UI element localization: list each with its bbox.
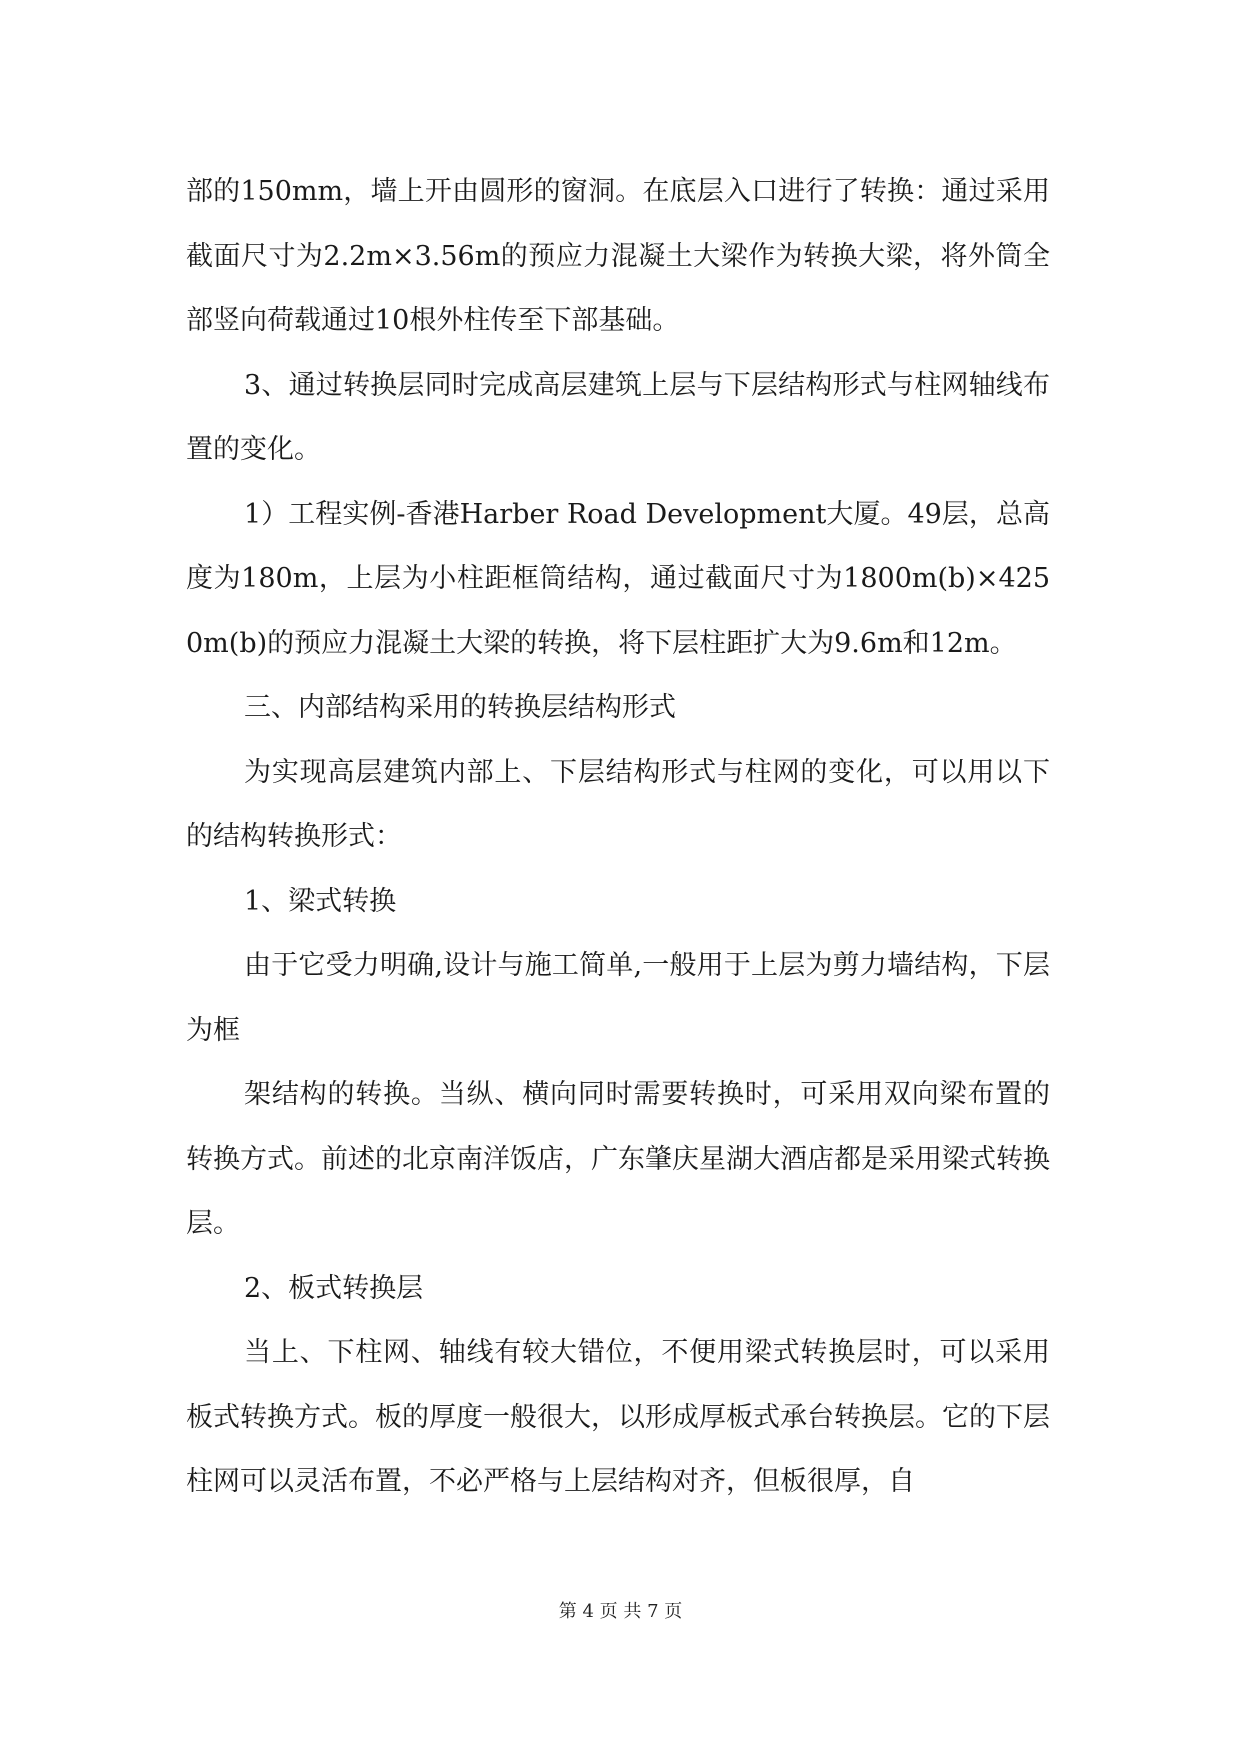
paragraph-item-3: 3、通过转换层同时完成高层建筑上层与下层结构形式与柱网轴线布置的变化。	[186, 369, 1050, 465]
page-footer: 第 4 页 共 7 页	[558, 1601, 683, 1622]
paragraph-beam-transfer-2: 架结构的转换。当纵、横向同时需要转换时，可采用双向梁布置的转换方式。前述的北京南洋饭店，广东肇庆星湖大酒店都是采用梁式转换层。	[186, 1079, 1050, 1239]
subheading-slab-transfer: 2、板式转换层	[244, 1272, 424, 1304]
paragraph-continuation: 部的150mm，墙上开由圆形的窗洞。在底层入口进行了转换：通过采用截面尺寸为2.2m×3.56m的预应力混凝土大梁作为转换大梁，将外筒全部竖向荷载通过10根外柱传至下部基础。	[186, 176, 1050, 336]
paragraph-slab-transfer: 当上、下柱网、轴线有较大错位，不便用梁式转换层时，可以采用板式转换方式。板的厚度一般很大，以形成厚板式承台转换层。它的下层柱网可以灵活布置，不必严格与上层结构对齐，但板很厚，自	[186, 1337, 1050, 1497]
paragraph-example-harber-road: 1）工程实例-香港Harber Road Development大厦。49层，总高度为180m，上层为小柱距框筒结构，通过截面尺寸为1800m(b)×4250m(b)的预应力混凝土大梁的转换，将下层柱距扩大为9.6m和12m。	[186, 498, 1050, 659]
section-heading-internal-transfer: 三、内部结构采用的转换层结构形式	[244, 692, 676, 723]
paragraph-intro-forms: 为实现高层建筑内部上、下层结构形式与柱网的变化，可以用以下的结构转换形式：	[186, 756, 1050, 852]
document-body	[186, 160, 1050, 1515]
paragraph-beam-transfer-1: 由于它受力明确,设计与施工简单,一般用于上层为剪力墙结构，下层为框	[186, 950, 1050, 1046]
subheading-beam-transfer: 1、梁式转换	[244, 885, 397, 917]
